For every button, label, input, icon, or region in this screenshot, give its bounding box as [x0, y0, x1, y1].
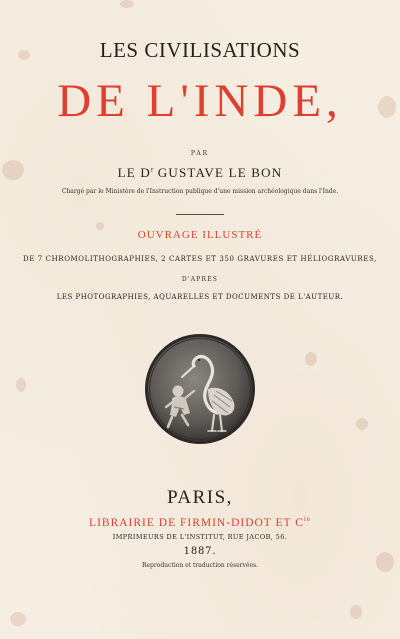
paper-stain — [356, 418, 368, 430]
paper-stain — [120, 0, 134, 8]
author-prefix: LE D — [117, 165, 151, 180]
sources-line: LES PHOTOGRAPHIES, AQUARELLES ET DOCUMENTS DE L'AUTEUR. — [56, 293, 344, 301]
divider — [176, 214, 224, 215]
author-name: GUSTAVE LE BON — [157, 165, 283, 180]
paper-stain — [16, 378, 26, 392]
publisher-name-superscript: ie — [303, 515, 311, 523]
title-line-1: LES CIVILISATIONS — [99, 38, 301, 62]
illustration-details: DE 7 CHROMOLITHOGRAPHIES, 2 CARTES ET 350 GRAVURES ET HÉLIOGRAVURES, — [23, 255, 377, 263]
paper-stain — [350, 605, 362, 619]
publisher-city: PARIS, — [167, 487, 233, 508]
paper-stain — [10, 612, 26, 626]
author-prefix-superscript: r — [150, 165, 154, 174]
printers-line: IMPRIMEURS DE L'INSTITUT, RUE JACOB, 56. — [112, 533, 288, 541]
title-line-2: DE L'INDE, — [57, 75, 343, 127]
author-line — [0, 165, 400, 181]
par-label: PAR — [190, 150, 210, 157]
ouvrage-heading: OUVRAGE ILLUSTRÉ — [137, 229, 263, 241]
dapres-label: D'APRÈS — [181, 276, 219, 283]
publisher-name-text: LIBRAIRIE DE FIRMIN-DIDOT ET C — [89, 516, 304, 529]
author-role: Chargé par le Ministère de l'Instruction publique d'une mission archéologique dans l'Inde. — [61, 188, 339, 195]
publisher-name — [0, 515, 400, 529]
medallion-bird-figure-icon — [144, 333, 256, 445]
rights-notice: Reproduction et traduction réservées. — [141, 562, 259, 569]
paper-stain — [305, 352, 317, 366]
publication-year: 1887. — [183, 546, 217, 557]
